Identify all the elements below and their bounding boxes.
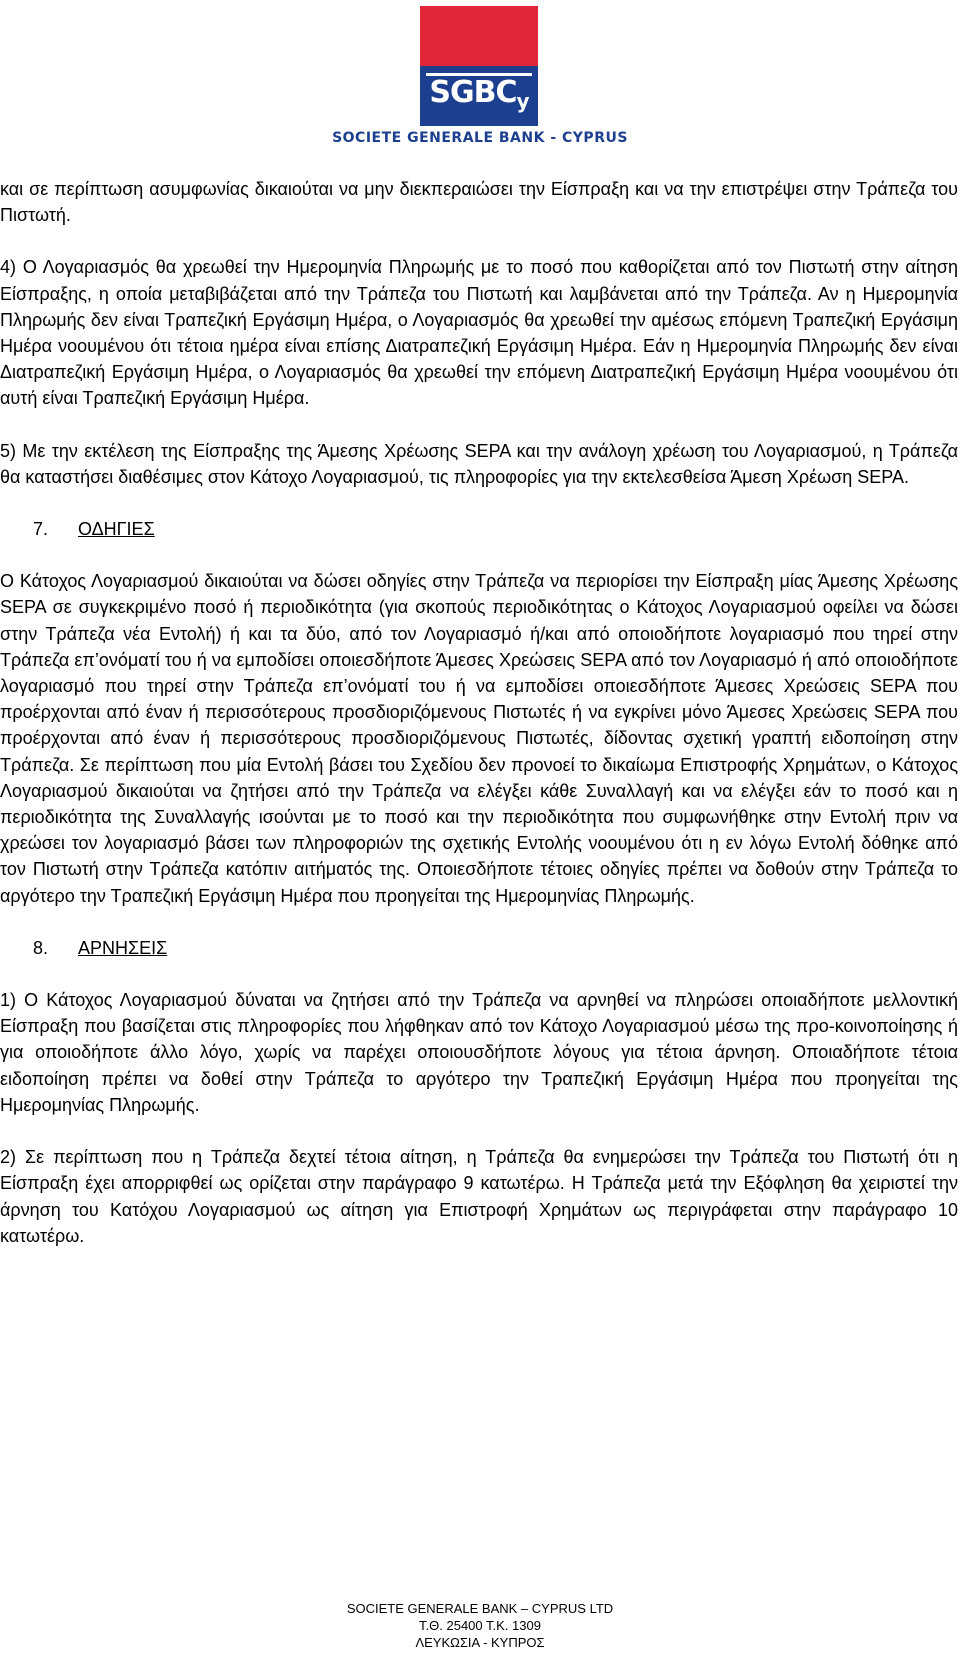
page-footer <box>0 1600 960 1651</box>
section-7-number: 7. <box>33 519 49 540</box>
section-8-paragraph-2: 2) Σε περίπτωση που η Τράπεζα δεχτεί τέτοια αίτηση, η Τράπεζα θα ενημερώσει την Τράπεζα του Πιστωτή ότι η Είσπραξη έχει απορριφθεί ως ορίζεται στην παράγραφο 9 κατωτέρω. Η Τράπεζα μετά την Εξόφληση θα χειριστεί την άρνηση του Κατόχου Λογαριασμού ως αίτηση για Επιστροφή Χρημάτων ως περιγράφεται στην παράγραφο 10 κατωτέρω. <box>0 1147 958 1246</box>
bank-name-caption: SOCIETE GENERALE BANK - CYPRUS <box>332 130 628 146</box>
logo-text-main: SGBC <box>429 75 517 110</box>
section-7-heading <box>0 516 958 542</box>
section-7-paragraph: Ο Κάτοχος Λογαριασμού δικαιούται να δώσει οδηγίες στην Τράπεζα να περιορίσει την Είσπραξη μίας Άμεσης Χρέωσης SEPA σε συγκεκριμένο ποσό ή περιοδικότητα (για σκοπούς περιοδικότητας ο Κάτοχος Λογαριασμού οφείλει να δώσει στην Τράπεζα νέα Εντολή) ή και τα δύο, από τον Λογαριασμό ή/και από οποιοδήποτε λογαριασμό που τηρεί στην Τράπεζα επ’ονόματί του ή να εμποδίσει οποιεσδήποτε Άμεσες Χρεώσεις SEPA από τον Λογαριασμό ή από οποιοδήποτε λογαριασμό που τηρεί στην Τράπεζα επ’ονόματί του ή να εμποδίσει οποιεσδήποτε Άμεσες Χρεώσεις SEPA που προέρχονται από έναν ή περισσότερους προσδιοριζόμενους Πιστωτές ή να εγκρίνει μόνο Άμεσες Χρεώσεις SEPA που προέρχονται από έναν ή περισσότερους προσδιοριζόμενους Πιστωτές, δίδοντας σχετική γραπτή ειδοποίηση στην Τράπεζα. Σε περίπτωση που μία Εντολή βάσει του Σχεδίου δεν προνοεί το δικαίωμα Επιστροφής Χρημάτων, ο Κάτοχος Λογαριασμού δικαιούται να ζητήσει από την Τράπεζα να ελέγξει κάθε Συναλλαγή και να ελέγξει εάν το ποσό και η περιοδικότητα της Συναλλαγής ισούνται με το ποσό και την περιοδικότητα που συμφωνήθηκε στην Εντολή πριν να χρεώσει τον λογαριασμό βάσει των πληροφοριών της σχετικής Εντολής νοουμένου ότι η εν λόγω Εντολή δόθηκε από τον Πιστωτή στην Τράπεζα κατόπιν αιτήματός της. Οποιεσδήποτε τέτοιες οδηγίες πρέπει να δοθούν στην Τράπεζα το αργότερο την Τραπεζική Εργάσιμη Ημέρα που προηγείται της Ημερομηνίας Πληρωμής. <box>0 571 958 906</box>
paragraph-5: 5) Με την εκτέλεση της Είσπραξης της Άμεσης Χρέωσης SEPA και την ανάλογη χρέωση του Λογαριασμού, η Τράπεζα θα καταστήσει διαθέσιμες στον Κάτοχο Λογαριασμού, τις πληροφορίες για την εκτελεσθείσα Άμεση Χρέωση SEPA. <box>0 440 958 487</box>
paragraph-4: 4) Ο Λογαριασμός θα χρεωθεί την Ημερομηνία Πληρωμής με το ποσό που καθορίζεται από τον Πιστωτή στην αίτηση Είσπραξης, η οποία μεταβιβάζεται από την Τράπεζα του Πιστωτή και λαμβάνεται από την Τράπεζα. Αν η Ημερομηνία Πληρωμής δεν είναι Τραπεζική Εργάσιμη Ημέρα, ο Λογαριασμός θα χρεωθεί την αμέσως επόμενη Τραπεζική Εργάσιμη Ημέρα νοουμένου ότι τέτοια ημέρα είναι επίσης Διατραπεζική Εργάσιμη Ημέρα. Εάν η Ημερομηνία Πληρωμής δεν είναι Διατραπεζική Εργάσιμη Ημέρα, ο Λογαριασμός θα χρεωθεί την επόμενη Διατραπεζική Εργάσιμη Ημέρα νοουμένου ότι αυτή είναι Τραπεζική Εργάσιμη Ημέρα. <box>0 257 958 409</box>
section-8-number: 8. <box>33 937 49 958</box>
document-body <box>0 176 958 1249</box>
sgbcy-logo <box>420 6 538 126</box>
footer-po-box: Τ.Θ. 25400 Τ.Κ. 1309 <box>419 1618 541 1633</box>
logo-text <box>420 76 538 118</box>
section-8-title: ΑΡΝΗΣΕΙΣ <box>78 937 168 958</box>
footer-company: SOCIETE GENERALE BANK – CYPRUS LTD <box>346 1601 614 1616</box>
paragraph-continuation: και σε περίπτωση ασυμφωνίας δικαιούται να μην διεκπεραιώσει την Είσπραξη και να την επιστρέψει στην Τράπεζα του Πιστωτή. <box>0 179 958 226</box>
section-8-heading <box>0 935 958 961</box>
logo-red-block <box>420 6 538 66</box>
section-7-title: ΟΔΗΓΙΕΣ <box>78 519 155 540</box>
logo-text-suffix: y <box>516 89 529 113</box>
section-8-paragraph-1: 1) Ο Κάτοχος Λογαριασμού δύναται να ζητήσει από την Τράπεζα να αρνηθεί να πληρώσει οποιαδήποτε μελλοντική Είσπραξη που βασίζεται στις πληροφορίες που λήφθηκαν από τον Κάτοχο Λογαριασμού μέσω της προ-κοινοποίησης ή για οποιοδήποτε άλλο λόγο, χωρίς να παρέχει οποιουσδήποτε λόγους για τέτοια άρνηση. Οποιαδήποτε τέτοια ειδοποίηση πρέπει να δοθεί στην Τράπεζα το αργότερο την Τραπεζική Εργάσιμη Ημέρα που προηγείται της Ημερομηνίας Πληρωμής. <box>0 990 958 1115</box>
footer-city: ΛΕΥΚΩΣΙΑ - ΚΥΠΡΟΣ <box>415 1635 545 1650</box>
